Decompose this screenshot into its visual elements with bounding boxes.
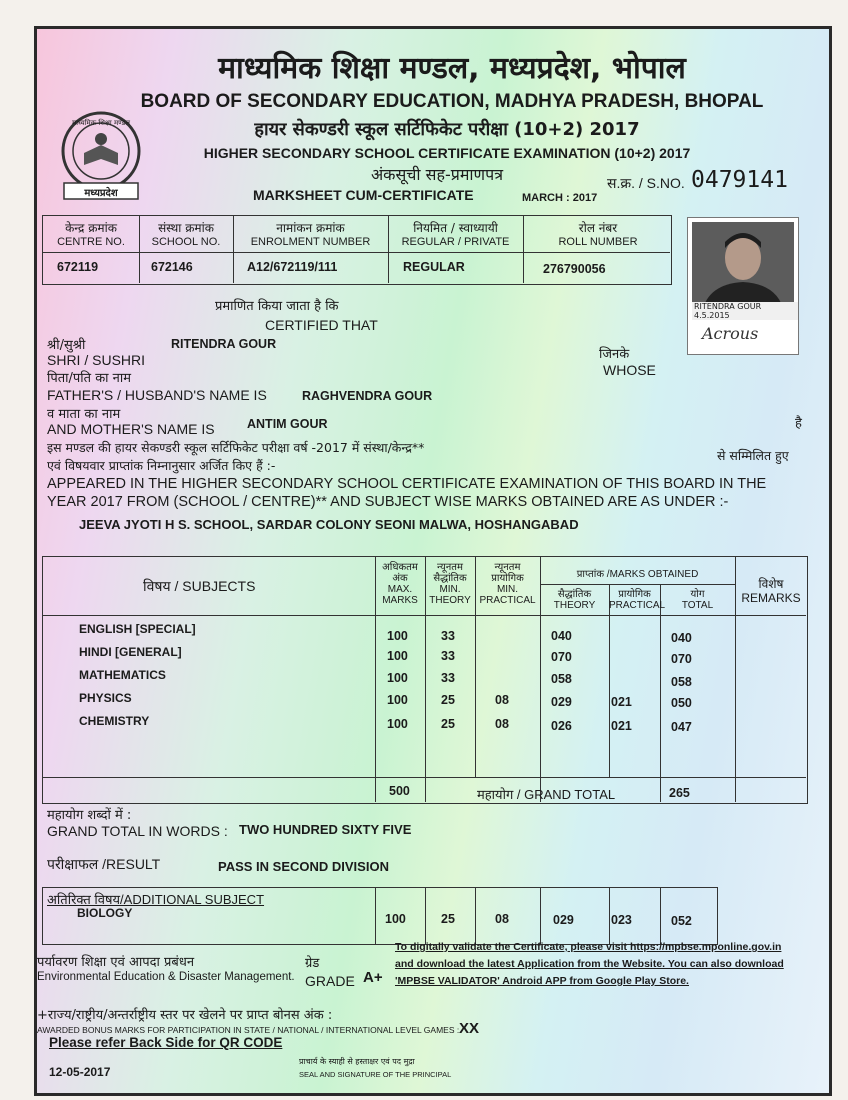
- max-marks: 100: [387, 717, 408, 731]
- additional-theory: 029: [553, 913, 574, 927]
- grand-max: 500: [389, 784, 410, 798]
- father-label-hindi: पिता/पति का नाम: [47, 371, 132, 386]
- grand-total-value: 265: [669, 786, 690, 800]
- subject-name: ENGLISH [SPECIAL]: [79, 622, 196, 636]
- name-label-english: SHRI / SUSHRI: [47, 352, 146, 368]
- board-seal: [54, 109, 148, 203]
- words-label-hindi: महायोग शब्दों में :: [47, 808, 132, 823]
- mother-label-hindi: व माता का नाम: [47, 407, 121, 422]
- remarks-header: विशेष REMARKS: [741, 577, 801, 605]
- theory-marks: 040: [551, 629, 572, 643]
- additional-min-theory: 25: [441, 912, 455, 926]
- total-marks: 040: [671, 631, 692, 645]
- additional-min-practical: 08: [495, 912, 509, 926]
- practical-marks: 021: [611, 695, 632, 709]
- mother-name: ANTIM GOUR: [247, 417, 328, 431]
- centre-no-header: केन्द्र क्रमांक CENTRE NO.: [57, 221, 125, 248]
- validate-line-2: and download the latest Application from the Website. You can also download: [395, 958, 784, 970]
- min-theory-header: न्यूनतम सैद्धांतिक MIN. THEORY: [429, 562, 471, 606]
- principal-seal-english: SEAL AND SIGNATURE OF THE PRINCIPAL: [299, 1070, 452, 1079]
- enrolment-value: A12/672119/111: [247, 260, 338, 274]
- max-marks: 100: [387, 671, 408, 685]
- para-english-1: APPEARED IN THE HIGHER SECONDARY SCHOOL CERTIFICATE EXAMINATION OF THIS BOARD IN THE: [47, 476, 767, 492]
- evs-label-english: Environmental Education & Disaster Management.: [37, 971, 295, 983]
- grand-total-label: महायोग / GRAND TOTAL: [477, 787, 616, 802]
- session: MARCH : 2017: [522, 192, 598, 204]
- min-theory: 25: [441, 693, 455, 707]
- bonus-label-english: AWARDED BONUS MARKS FOR PARTICIPATION IN STATE / NATIONAL / INTERNATIONAL LEVEL GAMES :: [37, 1025, 460, 1035]
- table-row: [43, 665, 803, 687]
- para-english-2: YEAR 2017 FROM (SCHOOL / CENTRE)** AND SUBJECT WISE MARKS OBTAINED ARE AS UNDER :-: [47, 494, 729, 510]
- roll-number-header: रोल नंबर ROLL NUMBER: [558, 221, 638, 248]
- serial-number: 0479141: [691, 167, 788, 193]
- school-no-header: संस्था क्रमांक SCHOOL NO.: [151, 221, 221, 248]
- serial-label: स.क्र. / S.NO.: [607, 175, 685, 191]
- practical-marks: 021: [611, 719, 632, 733]
- exam-title-hindi: हायर सेकण्डरी स्कूल सर्टिफिकेट परीक्षा (10+2) 2017: [254, 119, 640, 140]
- subject-name: MATHEMATICS: [79, 668, 166, 682]
- grade-label-hindi: ग्रेड: [305, 956, 320, 971]
- result-value: PASS IN SECOND DIVISION: [218, 859, 389, 874]
- certified-english: CERTIFIED THAT: [265, 317, 378, 333]
- min-theory: 33: [441, 629, 455, 643]
- total-marks: 050: [671, 696, 692, 710]
- theory-marks: 029: [551, 695, 572, 709]
- student-photo: [687, 217, 799, 355]
- evs-label-hindi: पर्यावरण शिक्षा एवं आपदा प्रबंधन: [37, 955, 195, 970]
- table-row: [43, 642, 803, 664]
- subjects-header: विषय / SUBJECTS: [143, 578, 256, 594]
- additional-subject-label: अतिरिक्त विषय/ADDITIONAL SUBJECT: [47, 892, 265, 907]
- seal-top-text: माध्यमिक शिक्षा मण्डल: [72, 119, 130, 127]
- qr-code-note: Please refer Back Side for QR CODE: [49, 1035, 283, 1050]
- regular-private-header: नियमित / स्वाध्यायी REGULAR / PRIVATE: [401, 221, 510, 248]
- additional-practical: 023: [611, 913, 632, 927]
- marks-obtained-header: प्राप्तांक /MARKS OBTAINED: [576, 569, 699, 580]
- father-label-english: FATHER'S / HUSBAND'S NAME IS: [47, 387, 267, 403]
- subject-name: HINDI [GENERAL]: [79, 645, 182, 659]
- info-table: [42, 215, 672, 285]
- min-theory: 25: [441, 717, 455, 731]
- additional-total: 052: [671, 914, 692, 928]
- enrolment-header: नामांकन क्रमांक ENROLMENT NUMBER: [250, 221, 371, 248]
- max-marks: 100: [387, 629, 408, 643]
- hai-text: है: [795, 416, 802, 431]
- para-hindi-1-end: से सम्मिलित हुए: [717, 448, 789, 463]
- total-header: योग TOTAL: [681, 589, 714, 611]
- table-row: [43, 688, 803, 710]
- board-title-english: BOARD OF SECONDARY EDUCATION, MADHYA PRADESH, BHOPAL: [140, 91, 764, 112]
- max-marks: 100: [387, 649, 408, 663]
- para-hindi-1: इस मण्डल की हायर सेकण्डरी स्कूल सर्टिफिकेट परीक्षा वर्ष -2017 में संस्था/केन्द्र**: [47, 440, 425, 455]
- theory-marks: 058: [551, 672, 572, 686]
- validate-line-3: 'MPBSE VALIDATOR' Android APP from Google Play Store.: [395, 975, 689, 987]
- total-marks: 070: [671, 652, 692, 666]
- additional-subject-name: BIOLOGY: [77, 906, 133, 920]
- theory-marks: 070: [551, 650, 572, 664]
- practical-header: प्रायोगिक PRACTICAL: [609, 589, 666, 611]
- exam-title-english: HIGHER SECONDARY SCHOOL CERTIFICATE EXAMINATION (10+2) 2017: [203, 145, 691, 161]
- grand-total-words: TWO HUNDRED SIXTY FIVE: [239, 822, 412, 837]
- roll-number-value: 276790056: [543, 262, 606, 276]
- name-label-hindi: श्री/सुश्री: [47, 338, 86, 353]
- school-name: JEEVA JYOTI H S. SCHOOL, SARDAR COLONY SEONI MALWA, HOSHANGABAD: [79, 517, 579, 532]
- board-title-hindi: माध्यमिक शिक्षा मण्डल, मध्यप्रदेश, भोपाल: [218, 51, 686, 86]
- marksheet-title-english: MARKSHEET CUM-CERTIFICATE: [253, 187, 474, 203]
- student-name: RITENDRA GOUR: [171, 337, 277, 351]
- signature: Acrous: [702, 324, 759, 343]
- total-marks: 047: [671, 720, 692, 734]
- whose-english: WHOSE: [603, 362, 656, 378]
- marksheet-title-hindi: अंकसूची सह-प्रमाणपत्र: [370, 165, 504, 184]
- bonus-value: XX: [459, 1020, 480, 1037]
- additional-max: 100: [385, 912, 406, 926]
- max-marks-header: अधिकतम अंक MAX. MARKS: [382, 562, 418, 606]
- words-label-english: GRAND TOTAL IN WORDS :: [47, 823, 228, 839]
- additional-subject-table: [42, 887, 718, 945]
- table-row: [43, 711, 803, 733]
- marksheet: [34, 26, 832, 1096]
- photo-caption: RITENDRA GOUR 4.5.2015: [692, 302, 798, 320]
- validate-line-1: To digitally validate the Certificate, please visit https://mpbse.mponline.gov.in: [395, 941, 782, 953]
- seal-bottom-text: मध्यप्रदेश: [84, 188, 118, 199]
- issue-date: 12-05-2017: [49, 1065, 111, 1079]
- min-practical-header: न्यूनतम प्रायोगिक MIN. PRACTICAL: [479, 562, 536, 606]
- max-marks: 100: [387, 693, 408, 707]
- marks-table: [42, 556, 808, 804]
- grade-value: A+: [363, 969, 383, 986]
- min-theory: 33: [441, 671, 455, 685]
- min-theory: 33: [441, 649, 455, 663]
- bonus-label-hindi: +राज्य/राष्ट्रीय/अन्तर्राष्ट्रीय स्तर पर खेलने पर प्राप्त बोनस अंक :: [37, 1008, 333, 1023]
- school-no-value: 672146: [151, 260, 193, 274]
- father-name: RAGHVENDRA GOUR: [302, 389, 433, 403]
- principal-seal-hindi: प्राचार्य के स्याही से हस्ताक्षर एवं पद मुद्रा: [299, 1057, 415, 1066]
- theory-header: सैद्धांतिक THEORY: [553, 589, 596, 611]
- min-practical: 08: [495, 693, 509, 707]
- para-hindi-2: एवं विषयवार प्राप्तांक निम्नानुसार अर्जित किए हैं :-: [47, 458, 276, 473]
- subject-name: PHYSICS: [79, 691, 132, 705]
- certified-hindi: प्रमाणित किया जाता है कि: [215, 299, 339, 314]
- min-practical: 08: [495, 717, 509, 731]
- total-marks: 058: [671, 675, 692, 689]
- grade-label-english: GRADE: [305, 973, 355, 989]
- subject-name: CHEMISTRY: [79, 714, 150, 728]
- centre-no-value: 672119: [57, 260, 99, 274]
- regular-private-value: REGULAR: [403, 260, 465, 274]
- whose-hindi: जिनके: [599, 347, 630, 362]
- result-label: परीक्षाफल /RESULT: [47, 856, 161, 872]
- table-row: [43, 619, 803, 645]
- theory-marks: 026: [551, 719, 572, 733]
- mother-label-english: AND MOTHER'S NAME IS: [47, 421, 215, 437]
